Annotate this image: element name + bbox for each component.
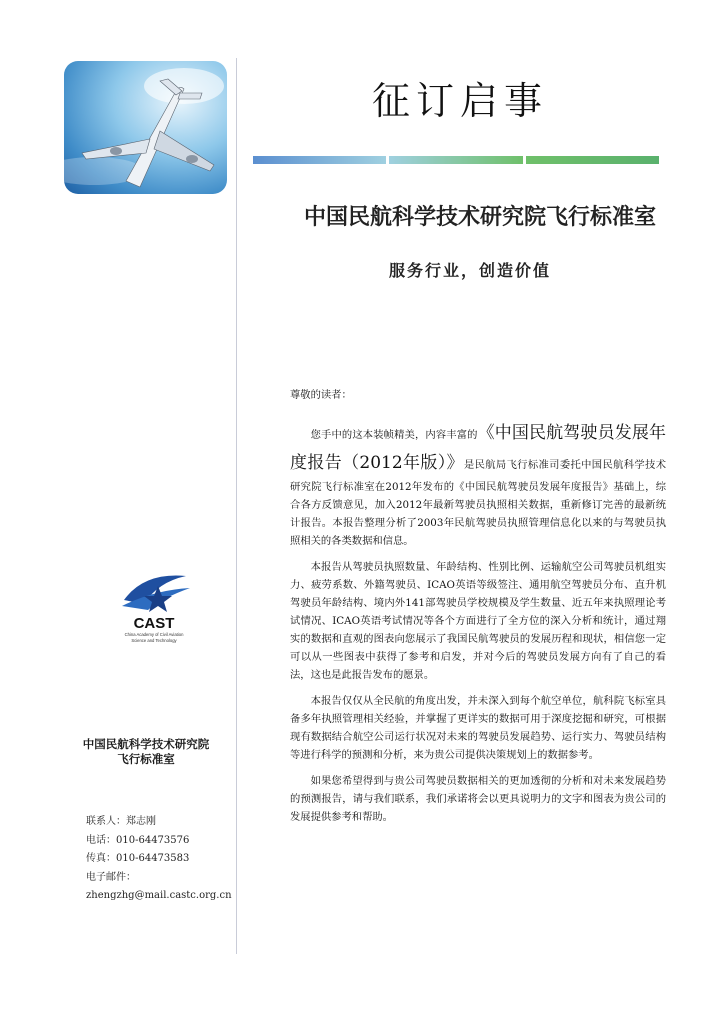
vertical-divider [236,58,237,954]
paragraph-2: 本报告从驾驶员执照数量、年龄结构、性别比例、运输航空公司驾驶员机组实力、疲劳系数、外籍驾驶员、ICAO英语等级签注、通用航空驾驶员分布、直升机驾驶员年龄结构、境内外141部驾驶员学校规模及学生数量、近五年来执照理论考试情况、ICAO英语考试情况等各个方面进行了全方位的深入分析和统计，通过翔实的数据和直观的图表向您展示了我国民航驾驶员的发展历程和现状，相信您一定可以从一些图表中获得了参考和启发，并对今后的驾驶员发展方向有了自己的看法，这也是此报告发布的愿景。 [290,561,666,681]
slogan: 服务行业，创造价值 [389,261,552,280]
decorative-color-bar [253,156,659,164]
cast-logo [114,570,194,646]
letter-body [290,386,666,834]
paragraph-1-lead: 您手中的这本装帧精美，内容丰富的 [310,429,478,441]
logo-subtitle-2: Science and Technology [131,638,177,643]
paragraph-4: 如果您希望得到与贵公司驾驶员数据相关的更加透彻的分析和对未来发展趋势的预测报告，请与我们联系，我们承诺将会以更具说明力的文字和图表为贵公司的发展提供参考和帮助。 [290,775,666,823]
paragraph-1-rest: 是民航局飞行标准司委托中国民航科学技术研究院飞行标准室在2012年发布的《中国民航驾驶员发展年度报告》基础上，综合各方反馈意见，加入2012年最新驾驶员执照相关数据，重新修订完善的最新统计报告。本报告整理分析了2003年民航驾驶员执照管理信息化以来的与驾驶员执照相关的各类数据和信息。 [290,459,667,547]
paragraph-1 [290,418,666,550]
page-title: 征订启事 [372,79,549,123]
sidebar-org-name: 中国民航科学技术研究院 [82,737,210,751]
salutation: 尊敬的读者： [290,389,352,401]
contact-fax: 传真：010-64473583 [86,853,190,864]
contact-person: 联系人：郑志刚 [86,816,156,827]
contact-phone: 电话：010-64473576 [86,834,190,846]
logo-subtitle-1: China Academy of Civil Aviation [124,632,184,637]
sidebar-dept-name: 飞行标准室 [117,752,175,766]
airplane-photo [64,61,227,194]
contact-email-label: 电子邮件： [86,871,136,883]
org-heading: 中国民航科学技术研究院飞行标准室 [303,205,656,230]
sidebar-org [80,737,212,767]
contact-email[interactable]: zhengzhg@mail.castc.org.cn [86,890,232,901]
book-title: 《中国民航驾驶员发展年度报告（2012年版）》 [290,423,666,473]
logo-abbr: CAST [133,615,175,632]
contact-info [86,813,236,906]
paragraph-3: 本报告仅仅从全民航的角度出发，并未深入到每个航空单位，航科院飞标室具备多年执照管理相关经验，并掌握了更详实的数据可用于深度挖掘和研究，可根据现有数据结合航空公司运行状况对未来的驾驶员发展趋势、运行实力、驾驶员结构等进行科学的预测和分析，来为贵公司提供决策规划上的数据参考。 [290,695,666,761]
